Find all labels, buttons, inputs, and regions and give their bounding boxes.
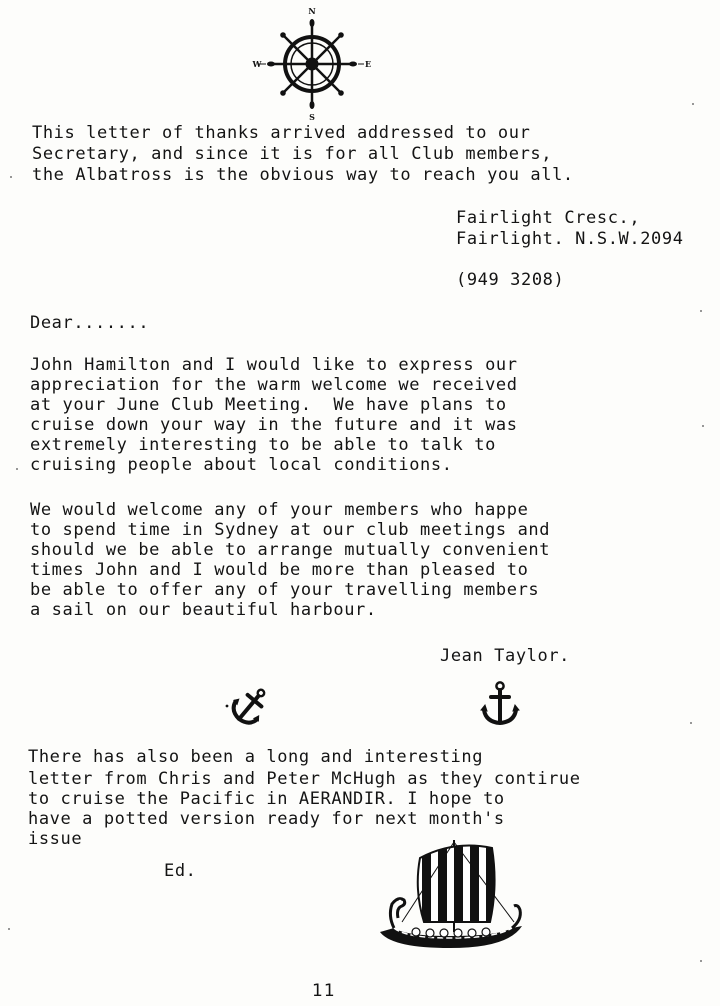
intro-line: the Albatross is the obvious way to reach you all. bbox=[32, 165, 574, 185]
letter-paragraph-2 bbox=[30, 500, 550, 620]
paragraph-line: cruise down your way in the future and it was bbox=[30, 415, 518, 435]
editor-signoff: Ed. bbox=[164, 861, 197, 881]
scan-speck bbox=[10, 176, 12, 178]
ships-wheel-compass-icon bbox=[250, 4, 374, 122]
page-number: 11 bbox=[312, 981, 336, 1001]
letter-signature: Jean Taylor. bbox=[440, 646, 571, 666]
intro-line: Secretary, and since it is for all Club members, bbox=[32, 144, 553, 164]
scan-speck bbox=[16, 468, 18, 470]
compass-east-label: E bbox=[364, 59, 372, 69]
paragraph-line: John Hamilton and I would like to express our bbox=[30, 355, 518, 375]
compass-west-label: W bbox=[252, 59, 262, 69]
viking-ship-icon bbox=[372, 836, 528, 952]
compass-south-label: S bbox=[309, 112, 315, 122]
address-line-2: Fairlight. N.S.W.2094 bbox=[456, 229, 684, 249]
scan-speck bbox=[690, 722, 692, 724]
paragraph-line: We would welcome any of your members who happe bbox=[30, 500, 529, 520]
editor-note-line: to cruise the Pacific in AERANDIR. I hope to bbox=[28, 789, 505, 809]
intro-paragraph bbox=[32, 123, 574, 183]
paragraph-line: to spend time in Sydney at our club meetings and bbox=[30, 520, 551, 540]
scan-speck bbox=[692, 103, 694, 105]
paragraph-line: times John and I would be more than pleased to bbox=[30, 560, 529, 580]
editor-note-line: have a potted version ready for next month's bbox=[28, 809, 505, 829]
sender-address bbox=[456, 208, 684, 248]
anchor-tilted-icon bbox=[224, 684, 276, 728]
editor-note-line: issue bbox=[28, 829, 83, 849]
compass-north-label: N bbox=[308, 6, 316, 16]
paragraph-line: a sail on our beautiful harbour. bbox=[30, 600, 377, 620]
intro-line: This letter of thanks arrived addressed to our bbox=[32, 123, 531, 143]
ships-wheel-compass-graphic bbox=[250, 4, 374, 122]
scan-speck bbox=[700, 960, 702, 962]
letter-paragraph-1 bbox=[30, 355, 518, 475]
paragraph-line: cruising people about local conditions. bbox=[30, 455, 453, 475]
anchor-upright-icon bbox=[478, 680, 522, 728]
scan-speck bbox=[700, 310, 702, 312]
paragraph-line: appreciation for the warm welcome we received bbox=[30, 375, 518, 395]
scan-speck bbox=[702, 425, 704, 427]
paragraph-line: be able to offer any of your travelling members bbox=[30, 580, 540, 600]
editor-note-line: There has also been a long and interesting bbox=[28, 747, 484, 767]
paragraph-line: at your June Club Meeting. We have plans to bbox=[30, 395, 507, 415]
editor-note bbox=[28, 747, 581, 847]
paragraph-line: should we be able to arrange mutually convenient bbox=[30, 540, 551, 560]
scan-speck bbox=[8, 928, 10, 930]
editor-note-line: letter from Chris and Peter McHugh as they contirue bbox=[28, 769, 581, 789]
address-line-1: Fairlight Cresc., bbox=[456, 208, 641, 228]
paragraph-line: extremely interesting to be able to talk to bbox=[30, 435, 496, 455]
salutation: Dear....... bbox=[30, 313, 150, 333]
sender-phone: (949 3208) bbox=[456, 270, 565, 290]
